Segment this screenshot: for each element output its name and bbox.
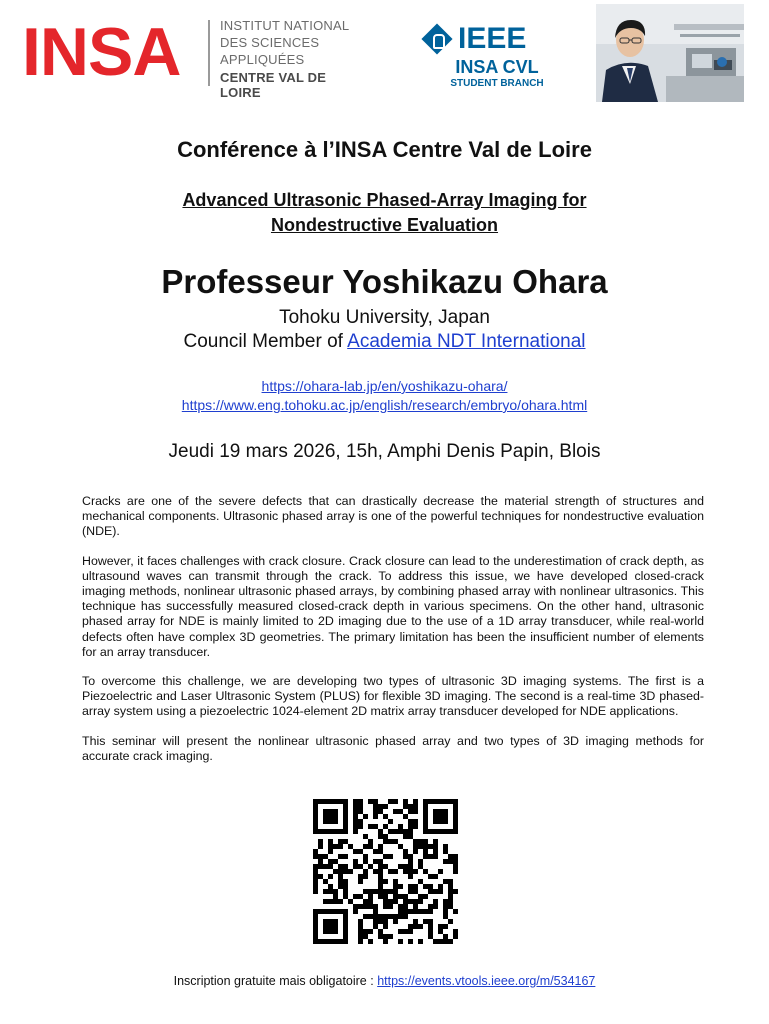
conference-title: Conférence à l’INSA Centre Val de Loire	[177, 137, 592, 162]
speaker-name: Professeur Yoshikazu Ohara	[161, 263, 608, 300]
ohara-lab-link[interactable]: https://ohara-lab.jp/en/yoshikazu-ohara/	[261, 378, 508, 394]
talk-title-line-1: Advanced Ultrasonic Phased-Array Imaging for	[182, 190, 587, 210]
council-membership	[0, 330, 769, 354]
tohoku-profile-link[interactable]: https://www.eng.tohoku.ac.jp/english/research/embryo/ohara.html	[181, 397, 588, 413]
url-line-2	[0, 396, 769, 414]
registration-footer	[0, 973, 769, 989]
insa-logo	[14, 10, 354, 98]
event-date-place: Jeudi 19 mars 2026, 15h, Amphi Denis Papin, Blois	[168, 441, 601, 462]
academia-ndt-link[interactable]: Academia NDT International	[347, 331, 586, 352]
abstract-paragraph-1: Cracks are one of the severe defects that can drastically decrease the material strength of structures and mechanical components. Ultrasonic phased array is one of the powerful techniques for nondestructive evaluation (NDE).	[82, 494, 704, 539]
registration-qr-code[interactable]	[309, 795, 467, 953]
speaker-photo-image	[596, 4, 744, 102]
speaker-affiliation: Tohoku University, Japan	[279, 307, 490, 328]
qr-code-image	[309, 795, 467, 953]
insa-line-2: DES SCIENCES	[220, 35, 320, 50]
ieee-branch-name: INSA CVL	[455, 57, 539, 77]
council-prefix: Council Member of	[183, 331, 348, 352]
url-line-1	[0, 377, 769, 395]
abstract-paragraph-4: This seminar will present the nonlinear ultrasonic phased array and two types of 3D imaging methods for accurate crack imaging.	[82, 733, 704, 763]
ieee-wordmark: IEEE	[458, 22, 527, 55]
insa-wordmark: INSA	[22, 14, 181, 90]
insa-line-4: CENTRE VAL DE LOIRE	[220, 70, 327, 100]
ieee-branch-type: STUDENT BRANCH	[450, 78, 544, 89]
logo-divider	[208, 20, 210, 86]
insa-line-1: INSTITUT NATIONAL	[220, 18, 350, 33]
insa-line-3: APPLIQUÉES	[220, 52, 305, 67]
speaker-photo	[596, 4, 744, 102]
abstract-paragraph-3: To overcome this challenge, we are developing two types of ultrasonic 3D imaging systems. The first is a Piezoelectric and Laser Ultrasonic System (PLUS) for flexible 3D imaging. The second is a real-time 3D phased-array system using a piezoelectric 1024-element 2D matrix array transducer developed for NDE applications.	[82, 674, 704, 719]
abstract	[82, 494, 704, 778]
ieee-student-branch-logo	[424, 24, 554, 96]
talk-title-line-2: Nondestructive Evaluation	[270, 215, 499, 235]
talk-title	[0, 188, 769, 238]
registration-label: Inscription gratuite mais obligatoire :	[173, 974, 378, 988]
ieee-kite-icon	[433, 34, 445, 49]
registration-link[interactable]: https://events.vtools.ieee.org/m/534167	[377, 974, 596, 988]
abstract-paragraph-2: However, it faces challenges with crack closure. Crack closure can lead to the underestimation of crack depth, as ultrasound waves can transmit through the crack. To address this issue, we have developed closed-crack imaging methods, nonlinear ultrasonic phased arrays, by combining phased array with nonlinear ultrasonics. This technique has successfully measured closed-crack depth in various specimens. On the other hand, ultrasonic phased array for NDE is mainly limited to 2D imaging due to the use of a 1D array transducer, while real-world defects often have complex 3D geometries. The primary limitation has been the insufficient number of elements for an array transducer.	[82, 553, 704, 659]
